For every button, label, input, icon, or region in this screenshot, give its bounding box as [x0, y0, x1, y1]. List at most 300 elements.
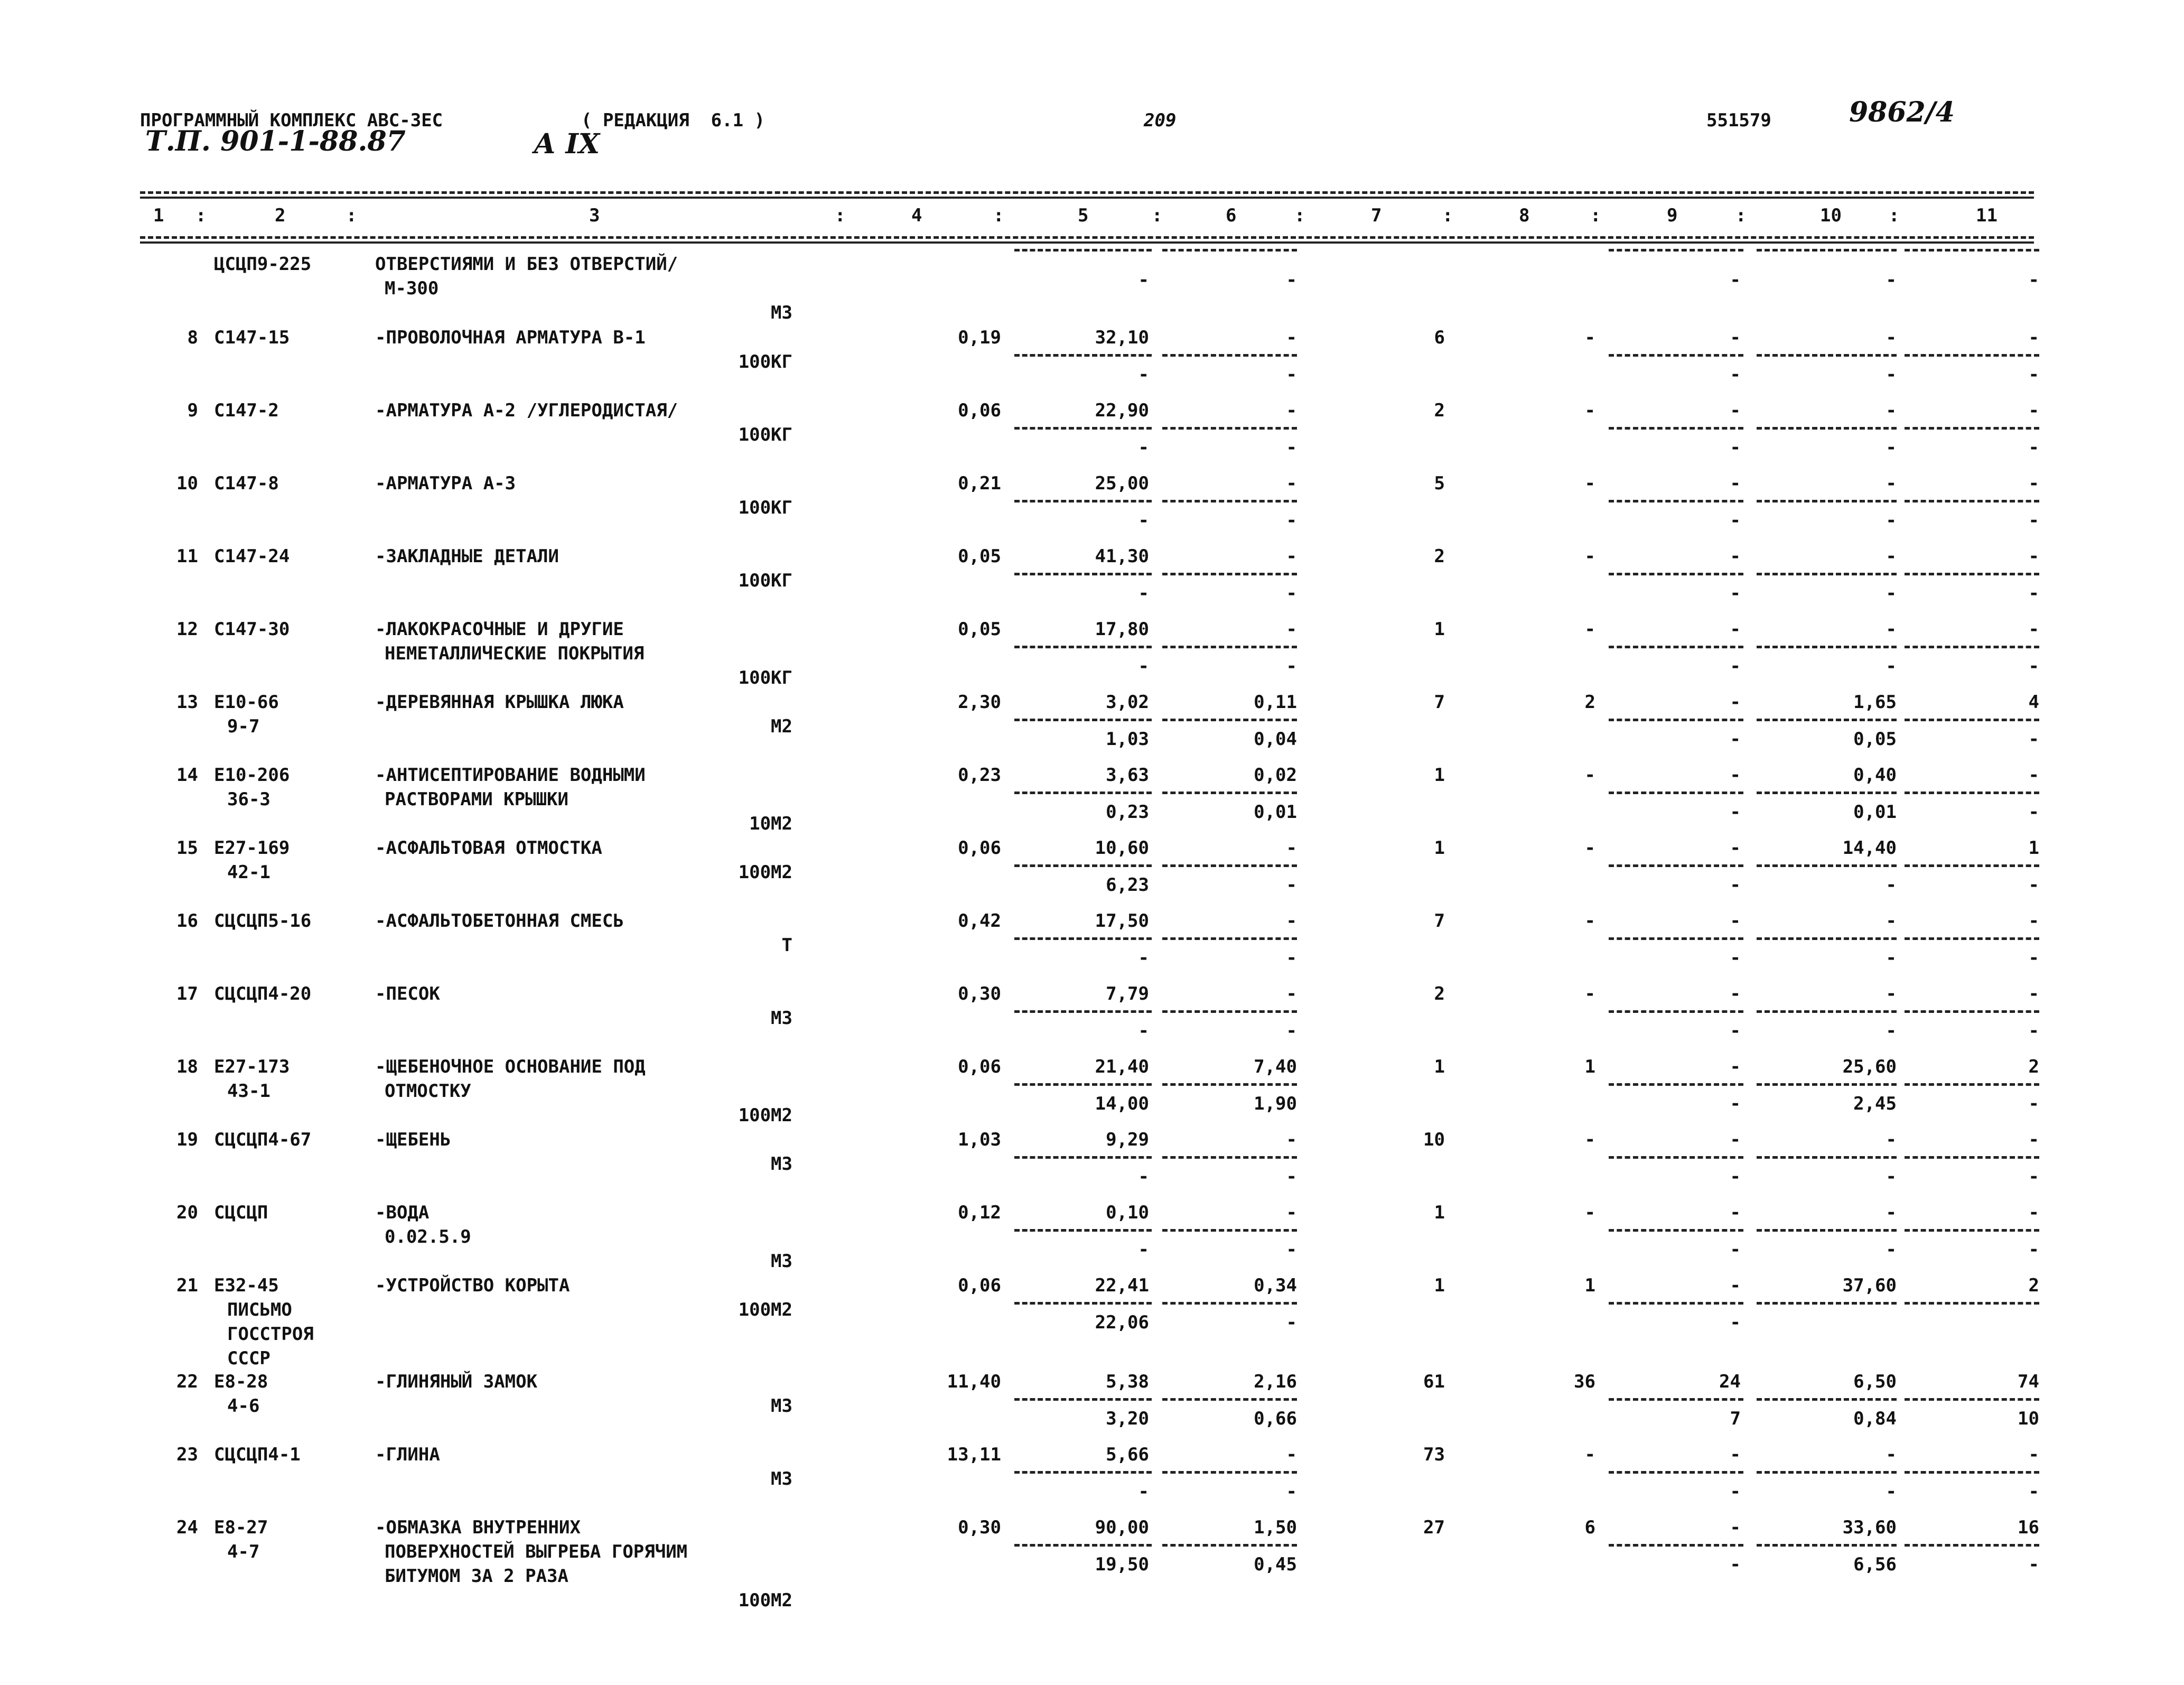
- row-description: БИТУМОМ ЗА 2 РАЗА: [385, 1566, 568, 1587]
- row-cell-c11b: -: [2028, 874, 2039, 896]
- row-cell-c5: 22,41: [1095, 1275, 1149, 1296]
- column-separator: :: [1889, 205, 1900, 226]
- row-cell-c10b: 6,56: [1853, 1554, 1897, 1575]
- row-code-secondary: ГОССТРОЯ: [227, 1324, 314, 1345]
- row-number: 24: [176, 1517, 198, 1538]
- row-unit: 100КГ: [738, 351, 792, 373]
- cell-underline: [1162, 1302, 1297, 1305]
- cell-underline: [1162, 792, 1297, 794]
- row-cell-c6b: -: [1286, 269, 1297, 291]
- cell-underline: [1609, 573, 1743, 575]
- row-unit: М2: [771, 716, 792, 737]
- cell-underline: [1609, 1083, 1743, 1086]
- row-code: С147-8: [214, 473, 279, 494]
- row-cell-c10: -: [1886, 619, 1897, 640]
- row-cell-c9: -: [1730, 1129, 1741, 1150]
- row-number: 22: [176, 1371, 198, 1392]
- row-cell-c4: 0,05: [958, 546, 1001, 567]
- row-cell-c10: 0,40: [1853, 765, 1897, 786]
- row-code: СЦСЦП: [214, 1202, 268, 1223]
- row-number: 23: [176, 1444, 198, 1465]
- cell-underline: [1014, 864, 1152, 867]
- program-name: ПРОГРАММНЫЙ КОМПЛЕКС АВС-3ЕС: [140, 110, 443, 131]
- column-header-1: 1: [153, 205, 164, 226]
- cell-underline: [1162, 573, 1297, 575]
- cell-underline: [1609, 1302, 1743, 1305]
- row-cell-c6: -: [1286, 837, 1297, 859]
- row-cell-c9b: -: [1730, 729, 1741, 750]
- row-cell-c5b: -: [1138, 269, 1149, 291]
- cell-underline: [1757, 573, 1897, 575]
- row-cell-c11: -: [2028, 1129, 2039, 1150]
- row-unit: М3: [771, 1008, 792, 1029]
- cell-underline: [1162, 354, 1297, 357]
- row-cell-c8: 1: [1584, 1056, 1595, 1077]
- row-cell-c4: 0,19: [958, 327, 1001, 348]
- column-separator: :: [1294, 205, 1305, 226]
- row-cell-c10: -: [1886, 983, 1897, 1004]
- row-cell-c5: 25,00: [1095, 473, 1149, 494]
- cell-underline: [1757, 1010, 1897, 1013]
- row-number: 8: [187, 327, 198, 348]
- row-cell-c5: 41,30: [1095, 546, 1149, 567]
- row-cell-c10: -: [1886, 1129, 1897, 1150]
- row-number: 15: [176, 837, 198, 859]
- row-cell-c11: 4: [2028, 692, 2039, 713]
- row-cell-c8: -: [1584, 400, 1595, 421]
- cell-underline: [1162, 646, 1297, 648]
- column-separator: :: [1152, 205, 1163, 226]
- row-cell-c6b: -: [1286, 874, 1297, 896]
- column-separator: :: [835, 205, 846, 226]
- row-cell-c11: -: [2028, 327, 2039, 348]
- document-handwritten-number: 9862/4: [1849, 96, 1955, 128]
- row-cell-c10b: -: [1886, 1166, 1897, 1187]
- row-unit: 100М2: [738, 862, 792, 883]
- row-code-secondary: 4-6: [227, 1395, 260, 1417]
- row-cell-c7: 2: [1434, 983, 1445, 1004]
- cell-underline: [1609, 646, 1743, 648]
- row-cell-c6b: -: [1286, 583, 1297, 604]
- row-cell-c5b: -: [1138, 947, 1149, 969]
- cell-underline: [1014, 427, 1152, 430]
- row-cell-c7: 1: [1434, 1275, 1445, 1296]
- row-description: -АРМАТУРА А-3: [375, 473, 516, 494]
- cell-underline: [1905, 1302, 2039, 1305]
- cell-underline: [1757, 1229, 1897, 1232]
- cell-underline: [1014, 573, 1152, 575]
- row-cell-c11b: -: [2028, 1093, 2039, 1114]
- row-cell-c6b: 1,90: [1254, 1093, 1297, 1114]
- row-cell-c11b: -: [2028, 1239, 2039, 1260]
- row-cell-c4: 0,06: [958, 400, 1001, 421]
- row-unit: 100М2: [738, 1105, 792, 1126]
- cell-underline: [1905, 427, 2039, 430]
- row-cell-c10b: -: [1886, 437, 1897, 458]
- cell-underline: [1905, 1083, 2039, 1086]
- row-cell-c5: 10,60: [1095, 837, 1149, 859]
- column-header-9: 9: [1667, 205, 1678, 226]
- row-cell-c11b: -: [2028, 1166, 2039, 1187]
- row-cell-c9: -: [1730, 1275, 1741, 1296]
- column-header-5: 5: [1078, 205, 1089, 226]
- row-cell-c11b: -: [2028, 364, 2039, 385]
- row-cell-c11b: 10: [2018, 1408, 2039, 1429]
- cell-underline: [1757, 646, 1897, 648]
- row-cell-c5b: 14,00: [1095, 1093, 1149, 1114]
- row-cell-c7: 5: [1434, 473, 1445, 494]
- row-cell-c9: -: [1730, 1056, 1741, 1077]
- row-cell-c6: -: [1286, 1444, 1297, 1465]
- cell-underline: [1609, 249, 1743, 252]
- row-cell-c5b: 6,23: [1106, 874, 1149, 896]
- row-cell-c7: 10: [1423, 1129, 1445, 1150]
- row-description: -ГЛИНЯНЫЙ ЗАМОК: [375, 1371, 538, 1392]
- row-cell-c6b: -: [1286, 1020, 1297, 1041]
- row-cell-c8: -: [1584, 619, 1595, 640]
- row-cell-c10b: 0,01: [1853, 802, 1897, 823]
- row-cell-c9b: -: [1730, 437, 1741, 458]
- row-cell-c10b: -: [1886, 1481, 1897, 1502]
- row-cell-c10: -: [1886, 1202, 1897, 1223]
- row-unit: М3: [771, 1468, 792, 1489]
- row-cell-c6: -: [1286, 400, 1297, 421]
- row-code: С147-30: [214, 619, 290, 640]
- cell-underline: [1609, 354, 1743, 357]
- row-number: 20: [176, 1202, 198, 1223]
- cell-underline: [1905, 792, 2039, 794]
- row-cell-c11: -: [2028, 473, 2039, 494]
- row-cell-c9: -: [1730, 546, 1741, 567]
- column-separator: :: [993, 205, 1004, 226]
- row-cell-c6: 7,40: [1254, 1056, 1297, 1077]
- row-cell-c10b: -: [1886, 510, 1897, 531]
- row-code: С147-15: [214, 327, 290, 348]
- cell-underline: [1014, 719, 1152, 721]
- row-cell-c7: 73: [1423, 1444, 1445, 1465]
- row-cell-c5b: -: [1138, 656, 1149, 677]
- row-cell-c9b: -: [1730, 947, 1741, 969]
- cell-underline: [1014, 1010, 1152, 1013]
- cell-underline: [1905, 1156, 2039, 1159]
- row-cell-c5: 9,29: [1106, 1129, 1149, 1150]
- row-cell-c11: 16: [2018, 1517, 2039, 1538]
- row-cell-c6b: 0,66: [1254, 1408, 1297, 1429]
- row-cell-c7: 2: [1434, 400, 1445, 421]
- row-cell-c7: 7: [1434, 692, 1445, 713]
- column-separator: :: [346, 205, 357, 226]
- row-cell-c5: 17,50: [1095, 910, 1149, 932]
- row-unit: 100М2: [738, 1299, 792, 1320]
- row-cell-c9b: -: [1730, 269, 1741, 291]
- row-cell-c6b: -: [1286, 947, 1297, 969]
- row-cell-c9: -: [1730, 1444, 1741, 1465]
- row-code: Е10-206: [214, 765, 290, 786]
- row-cell-c5b: 0,23: [1106, 802, 1149, 823]
- row-cell-c9: -: [1730, 400, 1741, 421]
- row-cell-c7: 7: [1434, 910, 1445, 932]
- row-cell-c5b: 1,03: [1106, 729, 1149, 750]
- column-separator: :: [1590, 205, 1601, 226]
- row-cell-c5b: -: [1138, 583, 1149, 604]
- cell-underline: [1905, 354, 2039, 357]
- row-cell-c4: 11,40: [947, 1371, 1001, 1392]
- row-cell-c4: 0,06: [958, 1056, 1001, 1077]
- row-cell-c7: 1: [1434, 619, 1445, 640]
- row-cell-c8: -: [1584, 983, 1595, 1004]
- row-cell-c9: -: [1730, 765, 1741, 786]
- cell-underline: [1757, 1471, 1897, 1474]
- row-unit: Т: [781, 935, 792, 956]
- row-description: -ВОДА: [375, 1202, 430, 1223]
- row-cell-c5: 3,63: [1106, 765, 1149, 786]
- row-cell-c6: -: [1286, 327, 1297, 348]
- row-number: 13: [176, 692, 198, 713]
- row-cell-c4: 0,23: [958, 765, 1001, 786]
- row-cell-c11b: -: [2028, 583, 2039, 604]
- row-code: ЦСЦП9-225: [214, 254, 312, 275]
- row-unit: 100М2: [738, 1590, 792, 1611]
- row-number: 12: [176, 619, 198, 640]
- row-description: -АСФАЛЬТОБЕТОННАЯ СМЕСЬ: [375, 910, 624, 932]
- row-cell-c6: 2,16: [1254, 1371, 1297, 1392]
- row-code: СЦСЦП4-1: [214, 1444, 301, 1465]
- row-cell-c10b: 2,45: [1853, 1093, 1897, 1114]
- row-cell-c10: -: [1886, 327, 1897, 348]
- cell-underline: [1609, 1544, 1743, 1547]
- row-description: ПОВЕРХНОСТЕЙ ВЫГРЕБА ГОРЯЧИМ: [385, 1541, 688, 1562]
- row-cell-c10: -: [1886, 546, 1897, 567]
- row-cell-c4: 0,06: [958, 1275, 1001, 1296]
- document-code: 551579: [1706, 110, 1771, 131]
- row-cell-c11: 1: [2028, 837, 2039, 859]
- row-cell-c6b: -: [1286, 656, 1297, 677]
- row-cell-c11b: -: [2028, 656, 2039, 677]
- row-cell-c11: 74: [2018, 1371, 2039, 1392]
- row-description: -АНТИСЕПТИРОВАНИЕ ВОДНЫМИ: [375, 765, 646, 786]
- cell-underline: [1162, 1010, 1297, 1013]
- cell-underline: [1609, 864, 1743, 867]
- row-cell-c5b: -: [1138, 364, 1149, 385]
- row-cell-c6b: 0,04: [1254, 729, 1297, 750]
- row-cell-c5: 90,00: [1095, 1517, 1149, 1538]
- row-description: ОТВЕРСТИЯМИ И БЕЗ ОТВЕРСТИЙ/: [375, 254, 678, 275]
- row-code-secondary: 9-7: [227, 716, 260, 737]
- row-cell-c9: -: [1730, 1517, 1741, 1538]
- column-separator: :: [1735, 205, 1747, 226]
- cell-underline: [1609, 427, 1743, 430]
- column-header-7: 7: [1371, 205, 1382, 226]
- row-cell-c4: 1,03: [958, 1129, 1001, 1150]
- row-code: СЦСЦП4-20: [214, 983, 312, 1004]
- cell-underline: [1162, 1398, 1297, 1401]
- row-cell-c10b: 0,84: [1853, 1408, 1897, 1429]
- cell-underline: [1014, 1083, 1152, 1086]
- row-cell-c11b: -: [2028, 510, 2039, 531]
- row-cell-c6b: -: [1286, 437, 1297, 458]
- row-cell-c11: 2: [2028, 1056, 2039, 1077]
- row-code: Е10-66: [214, 692, 279, 713]
- row-cell-c8: -: [1584, 1444, 1595, 1465]
- row-cell-c9: -: [1730, 1202, 1741, 1223]
- row-cell-c4: 2,30: [958, 692, 1001, 713]
- table-top-rule-solid: [140, 197, 2034, 199]
- cell-underline: [1609, 1471, 1743, 1474]
- row-code: СЦСЦП4-67: [214, 1129, 312, 1150]
- row-code-secondary: 42-1: [227, 862, 270, 883]
- cell-underline: [1905, 1544, 2039, 1547]
- cell-underline: [1014, 1229, 1152, 1232]
- row-cell-c11b: -: [2028, 802, 2039, 823]
- cell-underline: [1162, 937, 1297, 940]
- row-description: -ЩЕБЕНОЧНОЕ ОСНОВАНИЕ ПОД: [375, 1056, 646, 1077]
- row-description: -АРМАТУРА А-2 /УГЛЕРОДИСТАЯ/: [375, 400, 678, 421]
- row-description: -ГЛИНА: [375, 1444, 440, 1465]
- row-number: 11: [176, 546, 198, 567]
- row-cell-c9b: -: [1730, 583, 1741, 604]
- row-cell-c9: -: [1730, 983, 1741, 1004]
- row-description: -ЩЕБЕНЬ: [375, 1129, 451, 1150]
- row-code: СЦСЦП5-16: [214, 910, 312, 932]
- row-cell-c10: 6,50: [1853, 1371, 1897, 1392]
- cell-underline: [1609, 1229, 1743, 1232]
- row-cell-c5: 3,02: [1106, 692, 1149, 713]
- row-cell-c6b: -: [1286, 1481, 1297, 1502]
- row-cell-c6: -: [1286, 473, 1297, 494]
- row-cell-c5b: -: [1138, 510, 1149, 531]
- column-header-2: 2: [275, 205, 286, 226]
- cell-underline: [1905, 1010, 2039, 1013]
- row-description: -ДЕРЕВЯННАЯ КРЫШКА ЛЮКА: [375, 692, 624, 713]
- cell-underline: [1757, 427, 1897, 430]
- cell-underline: [1905, 1471, 2039, 1474]
- cell-underline: [1757, 249, 1897, 252]
- row-cell-c10: -: [1886, 400, 1897, 421]
- row-code: Е32-45: [214, 1275, 279, 1296]
- column-header-3: 3: [589, 205, 600, 226]
- row-cell-c9b: 7: [1730, 1408, 1741, 1429]
- row-cell-c9b: -: [1730, 1239, 1741, 1260]
- row-cell-c5: 32,10: [1095, 327, 1149, 348]
- row-cell-c8: -: [1584, 546, 1595, 567]
- cell-underline: [1905, 573, 2039, 575]
- row-cell-c4: 0,21: [958, 473, 1001, 494]
- row-cell-c9: -: [1730, 910, 1741, 932]
- row-unit: 100КГ: [738, 424, 792, 445]
- row-cell-c6: -: [1286, 983, 1297, 1004]
- row-cell-c5: 5,66: [1106, 1444, 1149, 1465]
- row-cell-c10: 1,65: [1853, 692, 1897, 713]
- row-number: 14: [176, 765, 198, 786]
- cell-underline: [1905, 719, 2039, 721]
- row-description: М-300: [385, 278, 439, 299]
- row-cell-c5b: 22,06: [1095, 1312, 1149, 1333]
- page-number: 209: [1144, 110, 1177, 131]
- cell-underline: [1757, 500, 1897, 502]
- row-cell-c10b: -: [1886, 269, 1897, 291]
- row-cell-c9: 24: [1719, 1371, 1741, 1392]
- row-code: Е27-169: [214, 837, 290, 859]
- row-cell-c6: 1,50: [1254, 1517, 1297, 1538]
- cell-underline: [1905, 646, 2039, 648]
- row-cell-c6b: -: [1286, 1166, 1297, 1187]
- row-number: 16: [176, 910, 198, 932]
- row-cell-c10b: -: [1886, 656, 1897, 677]
- column-separator: :: [195, 205, 207, 226]
- row-cell-c10b: -: [1886, 1239, 1897, 1260]
- row-cell-c11: -: [2028, 619, 2039, 640]
- column-header-6: 6: [1226, 205, 1237, 226]
- row-number: 19: [176, 1129, 198, 1150]
- row-cell-c6b: 0,45: [1254, 1554, 1297, 1575]
- row-cell-c11b: -: [2028, 269, 2039, 291]
- row-cell-c11b: -: [2028, 1481, 2039, 1502]
- cell-underline: [1014, 1544, 1152, 1547]
- column-separator: :: [1442, 205, 1453, 226]
- row-cell-c11: -: [2028, 1444, 2039, 1465]
- row-unit: 100КГ: [738, 570, 792, 591]
- row-cell-c6: -: [1286, 910, 1297, 932]
- row-number: 18: [176, 1056, 198, 1077]
- row-code: Е8-28: [214, 1371, 268, 1392]
- row-cell-c9b: -: [1730, 510, 1741, 531]
- row-unit: 100КГ: [738, 667, 792, 688]
- cell-underline: [1757, 1156, 1897, 1159]
- cell-underline: [1905, 1398, 2039, 1401]
- row-cell-c11: -: [2028, 765, 2039, 786]
- row-cell-c11b: -: [2028, 1554, 2039, 1575]
- cell-underline: [1162, 1544, 1297, 1547]
- row-cell-c8: 36: [1574, 1371, 1595, 1392]
- row-description: -ПЕСОК: [375, 983, 440, 1004]
- row-cell-c6: -: [1286, 1202, 1297, 1223]
- row-code-secondary: 43-1: [227, 1081, 270, 1102]
- row-cell-c8: -: [1584, 473, 1595, 494]
- cell-underline: [1905, 249, 2039, 252]
- row-cell-c7: 1: [1434, 1202, 1445, 1223]
- row-cell-c9b: -: [1730, 802, 1741, 823]
- row-cell-c7: 61: [1423, 1371, 1445, 1392]
- row-cell-c5: 7,79: [1106, 983, 1149, 1004]
- cell-underline: [1609, 937, 1743, 940]
- row-cell-c6: -: [1286, 1129, 1297, 1150]
- row-cell-c10: 33,60: [1842, 1517, 1897, 1538]
- cell-underline: [1014, 1398, 1152, 1401]
- row-cell-c6b: -: [1286, 1239, 1297, 1260]
- cell-underline: [1014, 1302, 1152, 1305]
- row-cell-c9b: -: [1730, 656, 1741, 677]
- row-cell-c10b: -: [1886, 364, 1897, 385]
- row-cell-c6: 0,34: [1254, 1275, 1297, 1296]
- edition: ( РЕДАКЦИЯ 6.1 ): [581, 110, 765, 131]
- cell-underline: [1162, 864, 1297, 867]
- cell-underline: [1757, 1544, 1897, 1547]
- row-description: 0.02.5.9: [385, 1226, 471, 1248]
- cell-underline: [1162, 719, 1297, 721]
- row-cell-c7: 1: [1434, 837, 1445, 859]
- row-cell-c5: 22,90: [1095, 400, 1149, 421]
- row-cell-c6: 0,02: [1254, 765, 1297, 786]
- cell-underline: [1162, 1471, 1297, 1474]
- row-cell-c10b: -: [1886, 947, 1897, 969]
- cell-underline: [1609, 1156, 1743, 1159]
- cell-underline: [1757, 1398, 1897, 1401]
- cell-underline: [1905, 1229, 2039, 1232]
- row-cell-c8: 1: [1584, 1275, 1595, 1296]
- row-description: -ЗАКЛАДНЫЕ ДЕТАЛИ: [375, 546, 559, 567]
- row-cell-c4: 0,30: [958, 1517, 1001, 1538]
- cell-underline: [1609, 792, 1743, 794]
